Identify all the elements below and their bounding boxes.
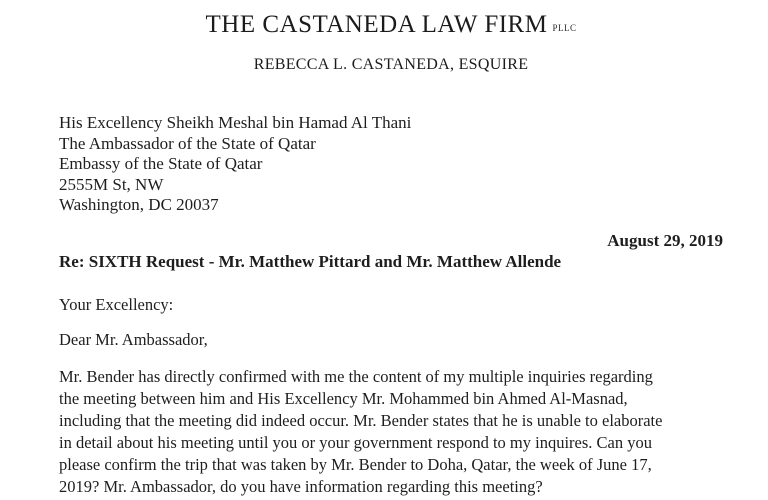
letter-date: August 29, 2019 — [607, 230, 723, 250]
attorney-name: REBECCA L. CASTANEDA, ESQUIRE — [253, 56, 529, 73]
recipient-address: His Excellency Sheikh Meshal bin Hamad Al Thani The Ambassador of the State of Qatar Embassy of the State of Qatar 2555M St, NW Washington, DC 20037 — [59, 113, 412, 214]
body-paragraph: Mr. Bender has directly confirmed with me the content of my multiple inquiries regarding the meeting between him and His Excellency Mr. Mohammed bin Ahmed Al-Masnad, including that the meeting did indeed occur. Mr. Bender states that he is unable to elaborate in detail about his meeting until you or your government respond to my inquires. Can you please confirm the trip that was taken by Mr. Bender to Doha, Qatar, the week of June 17, 2019? Mr. Ambassador, do you have information regarding this meeting? — [59, 366, 663, 496]
firm-suffix: PLLC — [552, 22, 577, 33]
firm-name: THE CASTANEDA LAW FIRM — [205, 11, 548, 38]
firm-name-line — [59, 10, 723, 43]
letterhead — [59, 10, 723, 75]
salutation-informal: Dear Mr. Ambassador, — [59, 329, 208, 349]
salutation-formal: Your Excellency: — [59, 294, 174, 314]
subject-line: Re: SIXTH Request - Mr. Matthew Pittard and Mr. Matthew Allende — [59, 251, 562, 271]
